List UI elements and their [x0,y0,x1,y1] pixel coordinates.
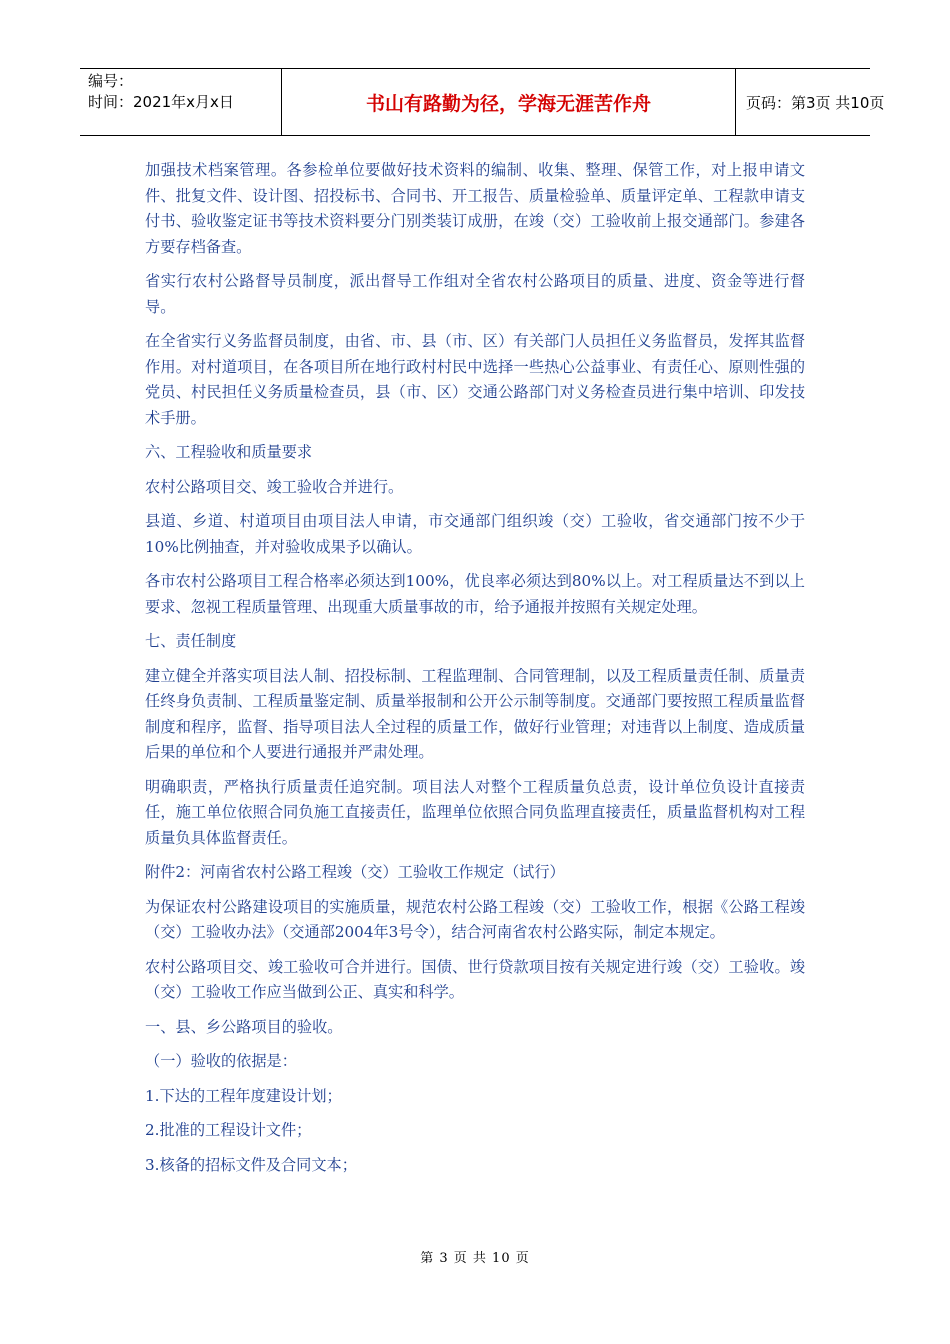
section-heading: 一、县、乡公路项目的验收。 [145,1017,343,1036]
paragraph: 农村公路项目交、竣工验收可合并进行。国债、世行贷款项目按有关规定进行竣（交）工验收。竣（交）工验收工作应当做到公正、真实和科学。 [145,957,805,1001]
header-motto: 书山有路勤为径，学海无涯苦作舟 [365,92,651,115]
header-page-info: 页码：第3页 共10页 [746,93,885,112]
paragraph: 加强技术档案管理。各参检单位要做好技术资料的编制、收集、整理、保管工作，对上报申请文件、批复文件、设计图、招投标书、合同书、开工报告、质量检验单、质量评定单、工程款申请支付书、验收鉴定证书等技术资料要分门别类装订成册，在竣（交）工验收前上报交通部门。参建各方要存档备查。 [145,161,805,256]
paragraph: 省实行农村公路督导员制度，派出督导工作组对全省农村公路项目的质量、进度、资金等进行督导。 [145,272,805,316]
header-meta-cell [80,69,282,135]
document-number-label: 编号： [88,72,134,90]
paragraph: 县道、乡道、村道项目由项目法人申请，市交通部门组织竣（交）工验收，省交通部门按不少于10%比例抽查，并对验收成果予以确认。 [145,512,805,556]
paragraph: 为保证农村公路建设项目的实施质量，规范农村公路工程竣（交）工验收工作，根据《公路工程竣（交）工验收办法》（交通部2004年3号令），结合河南省农村公路实际，制定本规定。 [145,897,805,941]
section-heading: 七、责任制度 [145,632,237,650]
page-header [80,68,885,136]
document-time-label: 时间：2021年x月x日 [88,93,234,111]
footer-page-number: 第 3 页 共 10 页 [420,1251,530,1266]
header-page-cell [736,69,885,135]
list-item: 3.核备的招标文件及合同文本； [145,1155,357,1174]
section-heading: 六、工程验收和质量要求 [145,443,313,461]
subsection-heading: （一）验收的依据是： [145,1052,297,1070]
paragraph: 明确职责，严格执行质量责任追究制。项目法人对整个工程质量负总责，设计单位负设计直接责任，施工单位依照合同负施工直接责任，监理单位依照合同负监理直接责任，质量监督机构对工程质量负具体监督责任。 [145,777,805,847]
paragraph: 在全省实行义务监督员制度，由省、市、县（市、区）有关部门人员担任义务监督员，发挥其监督作用。对村道项目，在各项目所在地行政村村民中选择一些热心公益事业、有责任心、原则性强的党员、村民担任义务质量检查员，县（市、区）交通公路部门对义务检查员进行集中培训、印发技术手册。 [145,332,805,427]
paragraph: 建立健全并落实项目法人制、招投标制、工程监理制、合同管理制，以及工程质量责任制、质量责任终身负责制、工程质量鉴定制、质量举报制和公开公示制等制度。交通部门要按照工程质量监督制度和程序，监督、指导项目法人全过程的质量工作，做好行业管理；对违背以上制度、造成质量后果的单位和个人要进行通报并严肃处理。 [145,666,805,761]
list-item: 2.批准的工程设计文件； [145,1121,312,1139]
header-motto-cell [282,69,736,135]
paragraph: 各市农村公路项目工程合格率必须达到100%，优良率必须达到80%以上。对工程质量达不到以上要求、忽视工程质量管理、出现重大质量事故的市，给予通报并按照有关规定处理。 [145,572,805,616]
page-footer [0,1247,950,1266]
paragraph: 农村公路项目交、竣工验收合并进行。 [145,477,404,496]
list-item: 1.下达的工程年度建设计划； [145,1086,342,1105]
document-body [145,158,805,1187]
attachment-title: 附件2：河南省农村公路工程竣（交）工验收工作规定（试行） [145,863,565,881]
